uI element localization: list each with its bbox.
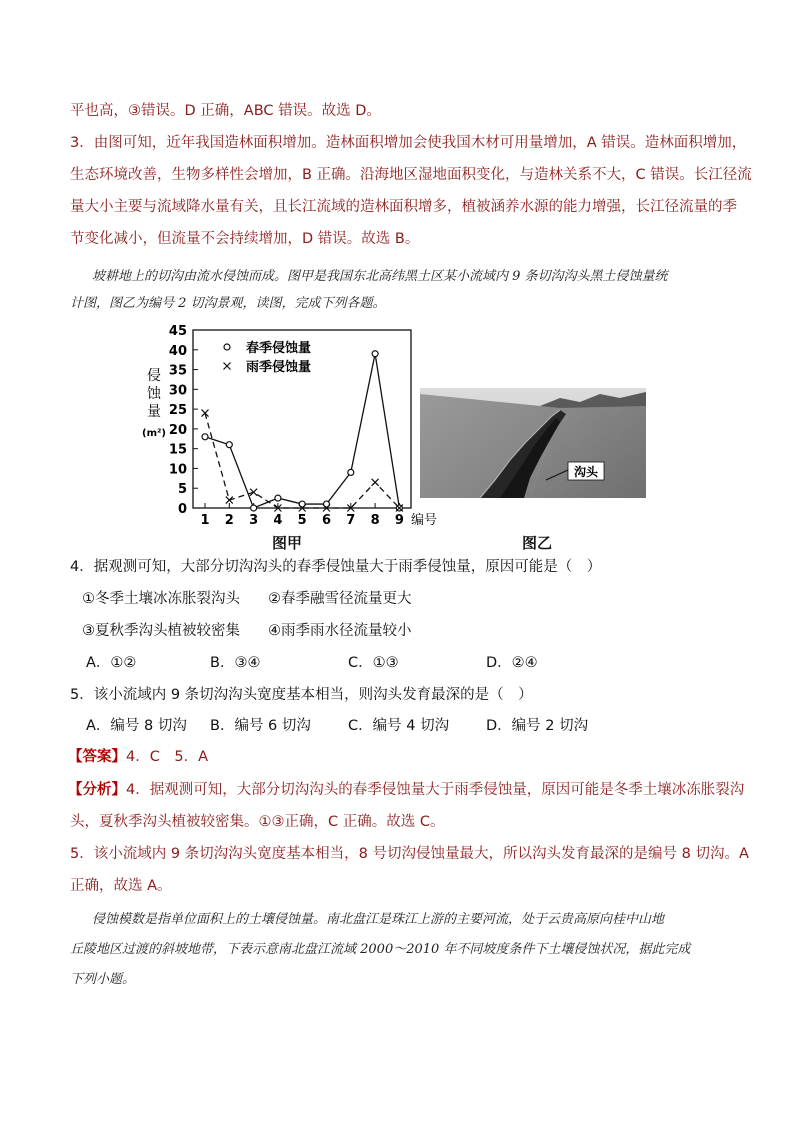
chart-legend <box>224 340 312 375</box>
y-tick-label: 0 <box>177 502 187 517</box>
figure-a-label: 图甲 <box>272 534 303 552</box>
prev-answer-line: 平也高，③错误。D 正确，ABC 错误。故选 D。 <box>70 103 381 119</box>
series-line-rain <box>205 413 399 508</box>
q4-option-b: B．③④ <box>210 655 261 671</box>
spring-point <box>251 505 257 511</box>
analysis-q5-text-1: 5．该小流域内 9 条切沟沟头宽度基本相当，8 号切沟侵蚀量最大，所以沟头发育最深的是编号 8 切沟。A <box>70 846 749 862</box>
analysis-q4-text-1: 4．据观测可知，大部分切沟沟头的春季侵蚀量大于雨季侵蚀量，原因可能是冬季土壤冰冻胀裂沟 <box>126 782 745 798</box>
rain-point <box>226 497 233 504</box>
x-axis-unit: 编号 <box>411 513 438 528</box>
q3-analysis-line-1: 3．由图可知，近年我国造林面积增加。造林面积增加会使我国木材可用量增加，A 错误。造林面积增加， <box>70 135 747 151</box>
y-tick-label: 35 <box>168 363 187 379</box>
legend-marker-spring <box>224 344 230 350</box>
intro2-line-3: 下列小题。 <box>70 972 136 987</box>
x-tick-label: 9 <box>394 513 404 528</box>
spring-point <box>348 469 354 475</box>
gully-photo <box>420 388 646 498</box>
figure-b-label: 图乙 <box>522 534 553 552</box>
intro2-line-1: 侵蚀模数是指单位面积上的土壤侵蚀量。南北盘江是珠江上游的主要河流，处于云贵高原向桂中山地 <box>92 912 665 927</box>
q3-analysis-line-3: 量大小主要与流域降水量有关，且长江流域的造林面积增多，植被涵养水源的能力增强，长江径流量的季 <box>70 199 737 215</box>
q5-stem: 5．该小流域内 9 条切沟沟头宽度基本相当，则沟头发育最深的是（ ） <box>70 687 533 703</box>
chart-frame <box>193 330 411 508</box>
rain-point <box>250 489 257 496</box>
spring-point <box>275 495 281 501</box>
y-axis-label-1: 侵 <box>147 368 161 384</box>
analysis-q5-text-2: 正确，故选 A。 <box>70 878 172 894</box>
y-axis-label-2: 蚀 <box>147 386 161 402</box>
q4-stem: 4．据观测可知，大部分切沟沟头的春季侵蚀量大于雨季侵蚀量，原因可能是（ ） <box>70 559 602 575</box>
x-tick-label: 2 <box>224 513 234 528</box>
y-axis-label-3: 量 <box>147 404 161 420</box>
analysis-q4-text-2: 头，夏秋季沟头植被较密集。①③正确，C 正确。故选 C。 <box>70 814 445 830</box>
erosion-chart <box>140 322 438 534</box>
q4-item-2: ②春季融雪径流量更大 <box>268 591 412 607</box>
x-tick-label: 8 <box>370 513 380 528</box>
y-tick-label: 5 <box>177 482 187 498</box>
answer-text: 4．C 5．A <box>126 749 208 765</box>
y-axis-unit: (m²) <box>142 428 166 439</box>
y-tick-label: 30 <box>168 383 187 399</box>
x-tick-label: 3 <box>249 513 259 528</box>
intro-text-line-2: 计图，图乙为编号 2 切沟景观，读图，完成下列各题。 <box>70 296 386 311</box>
intro-text-line-1: 坡耕地上的切沟由流水侵蚀而成。图甲是我国东北高纬黑土区某小流域内 9 条切沟沟头黑土侵蚀量统 <box>92 269 668 284</box>
y-tick-label: 25 <box>168 403 187 419</box>
q4-item-1: ①冬季土壤冰冻胀裂沟头 <box>82 591 240 607</box>
x-tick-label: 7 <box>346 513 356 528</box>
intro2-line-2: 丘陵地区过渡的斜坡地带，下表示意南北盘江流域 2000～2010 年不同坡度条件下土壤侵蚀状况，据此完成 <box>70 942 691 957</box>
analysis-line-1 <box>68 780 744 800</box>
spring-point <box>372 351 378 357</box>
x-tick-label: 5 <box>297 513 307 528</box>
q5-option-d: D．编号 2 切沟 <box>486 718 589 734</box>
x-tick-label: 6 <box>321 513 332 528</box>
spring-point <box>202 434 208 440</box>
y-tick-label: 10 <box>168 462 187 478</box>
analysis-tag: 【分析】 <box>68 782 126 798</box>
answer-tag: 【答案】 <box>68 749 126 765</box>
y-tick-label: 45 <box>168 324 187 339</box>
legend-label-rain: 雨季侵蚀量 <box>246 360 312 375</box>
q4-item-3: ③夏秋季沟头植被较密集 <box>82 623 240 639</box>
y-tick-label: 40 <box>168 343 187 359</box>
photo-label-goutou: 沟头 <box>573 465 599 479</box>
q4-option-c: C．①③ <box>348 655 399 671</box>
rain-point <box>202 410 209 417</box>
spring-point <box>226 442 232 448</box>
q4-option-d: D．②④ <box>486 655 538 671</box>
legend-marker-rain <box>224 363 231 370</box>
rain-point <box>372 479 379 486</box>
x-tick-label: 1 <box>200 513 210 528</box>
y-tick-label: 20 <box>168 422 187 438</box>
q4-item-4: ④雨季雨水径流量较小 <box>268 623 412 639</box>
q4-option-a: A．①② <box>86 655 137 671</box>
q3-analysis-line-4: 节变化减小，但流量不会持续增加，D 错误。故选 B。 <box>70 231 420 247</box>
q5-option-c: C．编号 4 切沟 <box>348 718 450 734</box>
answer-line <box>68 747 208 767</box>
series-line-spring <box>205 354 399 508</box>
q3-analysis-line-2: 生态环境改善，生物多样性会增加，B 正确。沿海地区湿地面积变化，与造林关系不大，C 错误。长江径流 <box>70 167 752 183</box>
q5-option-a: A．编号 8 切沟 <box>86 718 187 734</box>
legend-label-spring: 春季侵蚀量 <box>246 341 312 356</box>
x-tick-label: 4 <box>273 513 283 528</box>
y-tick-label: 15 <box>168 442 187 458</box>
q5-option-b: B．编号 6 切沟 <box>210 718 311 734</box>
